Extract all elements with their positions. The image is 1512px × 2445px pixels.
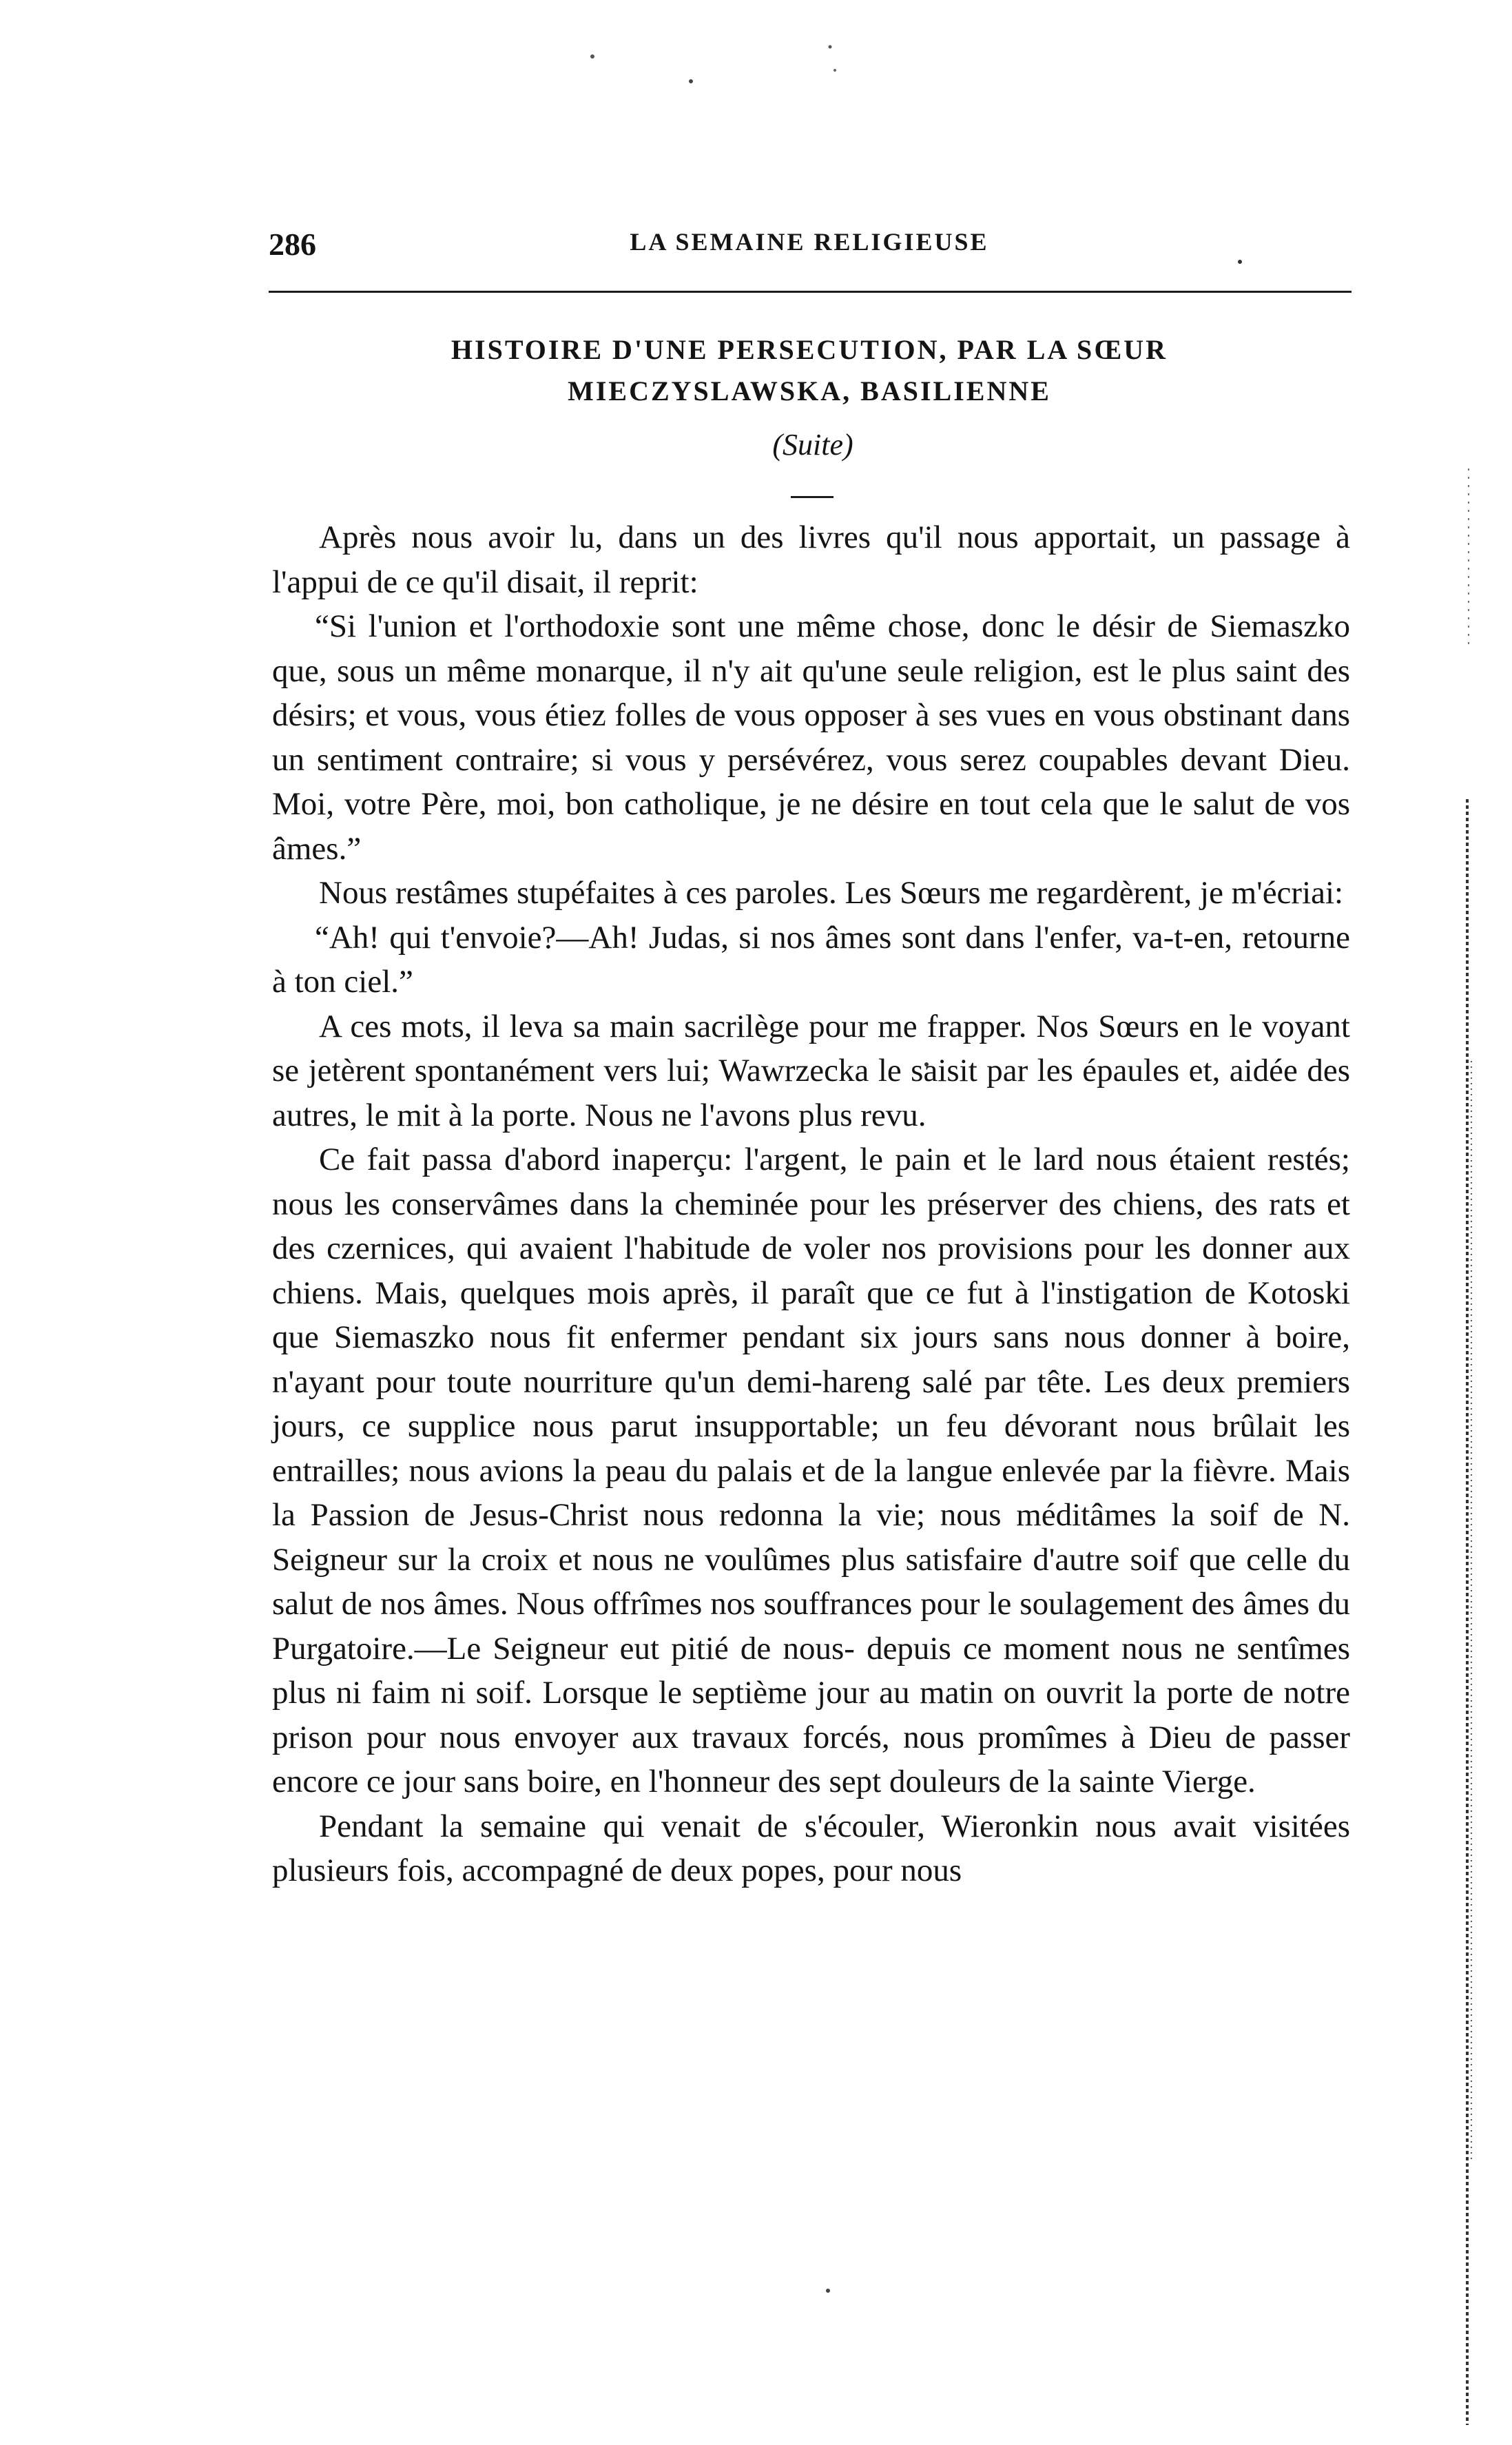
article-body (272, 515, 1350, 1893)
article-title (289, 329, 1329, 412)
scan-edge-noise (1448, 441, 1489, 2425)
title-dash (791, 496, 833, 498)
title-line: HISTOIRE D'UNE PERSECUTION, PAR LA SŒUR (451, 334, 1168, 365)
paragraph: Pendant la semaine qui venait de s'écouler, Wieronkin nous avait visitées plusieurs fois, accompagné de deux popes, pour nous (272, 1808, 1350, 1888)
suite-label: (Suite) (772, 428, 853, 462)
paragraph: “Ah! qui t'envoie?—Ah! Judas, si nos âmes sont dans l'enfer, va-t-en, retourne à ton ciel.” (272, 919, 1350, 1000)
paragraph: A ces mots, il leva sa main sacrilège pour me frapper. Nos Sœurs en le voyant se jetèrent spontanément vers lui; Wawrzecka le saisit par les épaules et, aidée des autres, le mit à la porte. Nous ne l'avons plus revu. (272, 1008, 1350, 1133)
running-header (269, 226, 1350, 267)
running-head-title: LA SEMAINE RELIGIEUSE (630, 228, 989, 256)
page-number: 286 (269, 227, 316, 262)
paragraph: Après nous avoir lu, dans un des livres qu'il nous apportait, un passage à l'appui de ce qu'il disait, il reprit: (272, 519, 1350, 600)
paragraph: Ce fait passa d'abord inaperçu: l'argent, le pain et le lard nous étaient restés; nous les conservâmes dans la cheminée pour les préserver des chiens, des rats et des czernices, qui avaient l'habitude de voler nos provisions pour les donner aux chiens. Mais, quelques mois après, il paraît que ce fut à l'instigation de Kotoski que Siemaszko nous fit enfermer pendant six jours sans nous donner à boire, n'ayant pour toute nourriture qu'un demi-hareng salé par tête. Les deux premiers jours, ce supplice nous parut insupportable; un feu dévorant nous brûlait les entrailles; nous avions la peau du palais et de la langue enlevée par la fièvre. Mais la Passion de Jesus-Christ nous redonna la vie; nous méditâmes la soif de N. Seigneur sur la croix et nous ne voulûmes plus satisfaire d'autre soif que celle du salut de nos âmes. Nous offrîmes nos souffrances pour le soulagement des âmes du Purgatoire.—Le Seigneur eut pitié de nous- depuis ce moment nous ne sentîmes plus ni faim ni soif. Lorsque le septième jour au matin on ouvrit la porte de notre prison pour nous envoyer aux travaux forcés, nous promîmes à Dieu de passer encore ce jour sans boire, en l'honneur des sept douleurs de la sainte Vierge. (272, 1142, 1350, 1799)
header-rule (269, 291, 1352, 293)
paragraph: Nous restâmes stupéfaites à ces paroles. Les Sœurs me regardèrent, je m'écriai: (319, 875, 1344, 911)
title-line: MIECZYSLAWSKA, BASILIENNE (568, 375, 1051, 406)
paragraph: “Si l'union et l'orthodoxie sont une même chose, donc le désir de Siemaszko que, sous un même monarque, il n'y ait qu'une seule religion, est le plus saint des désirs; et vous, vous étiez folles de vous opposer à ses vues en vous obstinant dans un sentiment contraire; si vous y persévérez, vous serez coupables devant Dieu. Moi, votre Père, moi, bon catholique, je ne désire en tout cela que le salut de vos âmes.” (272, 608, 1350, 867)
